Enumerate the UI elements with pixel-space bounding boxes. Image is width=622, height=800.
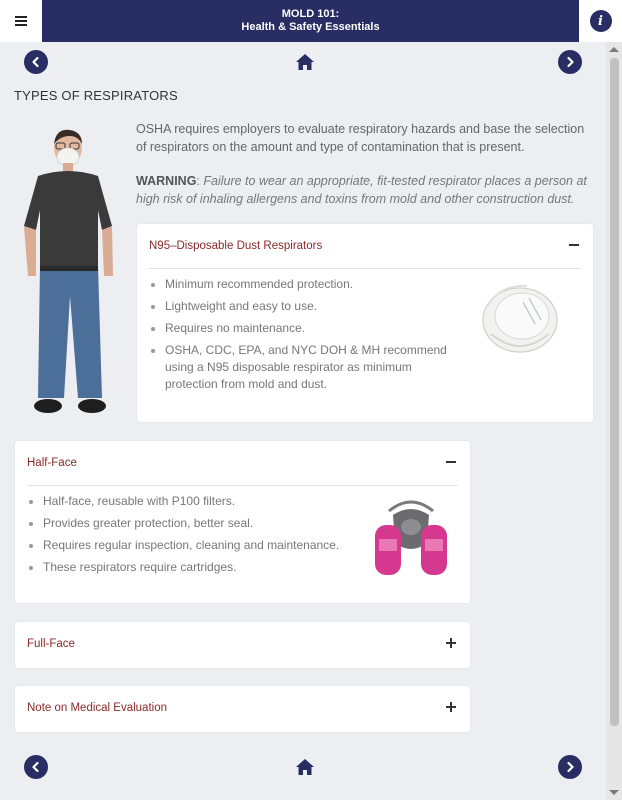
collapse-icon[interactable]: [567, 238, 581, 252]
accordion-title-full-face: Full-Face: [27, 638, 75, 650]
next-page-button[interactable]: [558, 50, 582, 74]
half-face-bullet-list: [27, 493, 367, 581]
accordion-full-face: [15, 622, 470, 668]
list-item: Requires regular inspection, cleaning and maintenance.: [27, 537, 367, 554]
bottom-navigation: [0, 749, 606, 785]
intro-paragraph: OSHA requires employers to evaluate respiratory hazards and base the selection of respirators on the amount and type of contamination that is present.: [136, 122, 585, 154]
info-button[interactable]: [579, 0, 622, 42]
chevron-right-icon: [564, 761, 576, 773]
top-bar: [0, 0, 622, 42]
half-face-respirator-image: [371, 493, 451, 585]
collapse-icon[interactable]: [444, 455, 458, 469]
accordion-title-medical-evaluation: Note on Medical Evaluation: [27, 702, 167, 714]
home-icon: [295, 758, 315, 776]
page-title: TYPES OF RESPIRATORS: [14, 88, 178, 103]
next-page-button[interactable]: [558, 755, 582, 779]
app-title-line2: Health & Safety Essentials: [241, 21, 380, 33]
accordion-header-n95[interactable]: [137, 224, 593, 268]
chevron-left-icon: [30, 761, 42, 773]
divider: [149, 268, 581, 269]
accordion-header-medical-evaluation[interactable]: [15, 686, 470, 730]
divider: [27, 485, 458, 486]
menu-button[interactable]: [0, 0, 42, 42]
list-item: Requires no maintenance.: [149, 320, 449, 337]
hamburger-menu-icon: [15, 14, 27, 28]
accordion-n95: [137, 224, 593, 422]
list-item: Lightweight and easy to use.: [149, 298, 449, 315]
accordion-title-half-face: Half-Face: [27, 457, 77, 469]
previous-page-button[interactable]: [24, 755, 48, 779]
person-wearing-respirator-image: [14, 126, 126, 422]
top-navigation: [0, 44, 606, 80]
list-item: Half-face, reusable with P100 filters.: [27, 493, 367, 510]
n95-bullet-list: [149, 276, 449, 398]
list-item: These respirators require cartridges.: [27, 559, 367, 576]
home-button[interactable]: [293, 755, 317, 779]
home-button[interactable]: [293, 50, 317, 74]
list-item: Minimum recommended protection.: [149, 276, 449, 293]
scroll-thumb[interactable]: [610, 58, 619, 726]
app-title-line1: MOLD 101:: [281, 8, 340, 20]
warning-label: WARNING: [136, 174, 197, 188]
list-item: Provides greater protection, better seal.: [27, 515, 367, 532]
accordion-medical-evaluation: [15, 686, 470, 732]
previous-page-button[interactable]: [24, 50, 48, 74]
expand-icon[interactable]: [444, 700, 458, 714]
vertical-scrollbar[interactable]: [606, 42, 622, 800]
warning-paragraph: [136, 172, 596, 208]
app-title: [42, 0, 579, 42]
expand-icon[interactable]: [444, 636, 458, 650]
chevron-left-icon: [30, 56, 42, 68]
n95-mask-image: [477, 276, 563, 358]
warning-separator: :: [196, 174, 204, 188]
info-icon: i: [590, 10, 612, 32]
list-item: OSHA, CDC, EPA, and NYC DOH & MH recommend using a N95 disposable respirator as minimum protection from mold and dust.: [149, 342, 449, 393]
warning-text: Failure to wear an appropriate, fit-tested respirator places a person at high risk of inhaling allergens and toxins from mold and other construction dust.: [136, 174, 587, 206]
accordion-header-full-face[interactable]: [15, 622, 470, 666]
accordion-header-half-face[interactable]: [15, 441, 470, 485]
home-icon: [295, 53, 315, 71]
accordion-half-face: [15, 441, 470, 603]
accordion-title-n95: N95–Disposable Dust Respirators: [149, 240, 323, 252]
scroll-up-arrow-icon[interactable]: [609, 47, 619, 52]
scroll-down-arrow-icon[interactable]: [609, 790, 619, 795]
chevron-right-icon: [564, 56, 576, 68]
